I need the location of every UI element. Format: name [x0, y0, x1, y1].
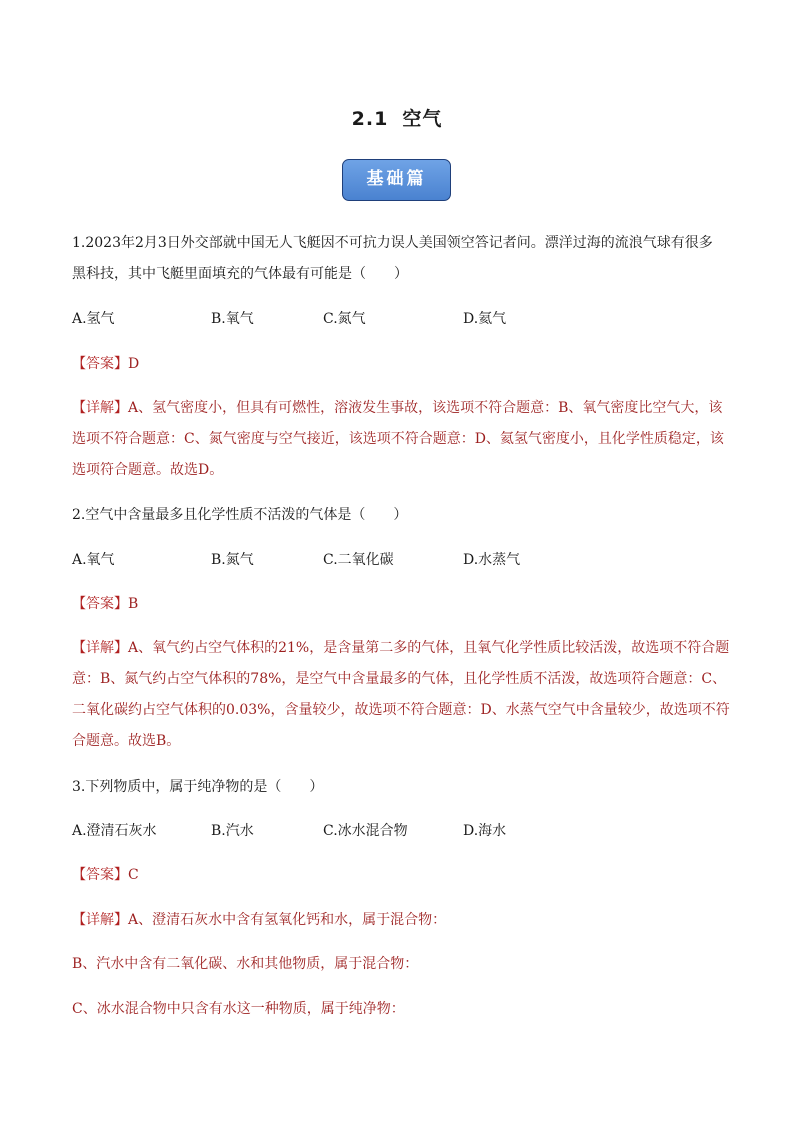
- answer-label: 【答案】: [72, 596, 128, 612]
- q2-stem: 2.空气中含量最多且化学性质不活泼的气体是（ ）: [72, 507, 408, 523]
- q2-detail-line3: 二氧化碳约占空气体积的0.03%，含量较少，故选项不符合题意：D、水蒸气空气中含量较少，故选项不符: [72, 702, 730, 718]
- q3-answer-value: C: [128, 867, 139, 883]
- q2-answer: [72, 594, 138, 614]
- q3-option-a: A.澄清石灰水: [72, 823, 157, 839]
- q1-detail-text1: A、氢气密度小，但具有可燃性，溶液发生事故，该选项不符合题意：B、氧气密度比空气大，该: [128, 400, 723, 416]
- q1-detail-line1: [72, 398, 722, 418]
- q1-option-c: C.氮气: [323, 311, 366, 327]
- q2-option-d: D.水蒸气: [463, 552, 521, 568]
- q2-detail-line4: 合题意。故选B。: [72, 733, 181, 749]
- answer-label: 【答案】: [72, 356, 128, 372]
- q3-stem: 3.下列物质中，属于纯净物的是（ ）: [72, 779, 324, 795]
- page-title: [0, 104, 794, 131]
- q1-detail-line2: 选项不符合题意：C、氮气密度与空气接近，该选项不符合题意：D、氦氢气密度小，且化学性质稳定，该: [72, 431, 724, 447]
- q3-detail-text-a: A、澄清石灰水中含有氢氧化钙和水，属于混合物：: [128, 912, 447, 928]
- q3-option-d: D.海水: [463, 823, 507, 839]
- q1-option-d: D.氦气: [463, 311, 507, 327]
- q3-answer: [72, 865, 139, 885]
- q3-option-c: C.冰水混合物: [323, 823, 408, 839]
- detail-label: 【详解】: [72, 400, 128, 416]
- q2-answer-value: B: [128, 596, 139, 612]
- q2-option-b: B.氮气: [211, 552, 254, 568]
- section-number: 2.1: [351, 108, 389, 130]
- q2-detail-line1: [72, 638, 729, 658]
- q2-option-c: C.二氧化碳: [323, 552, 394, 568]
- section-badge: 基础篇: [342, 159, 451, 201]
- q3-detail-c: C、冰水混合物中只含有水这一种物质，属于纯净物：: [72, 1001, 405, 1017]
- q2-detail-line2: 意：B、氮气约占空气体积的78%，是空气中含量最多的气体，且化学性质不活泼，故选项符合题意：C、: [72, 671, 727, 687]
- q1-option-b: B.氧气: [211, 311, 254, 327]
- q2-detail-text1: A、氧气约占空气体积的21%，是含量第二多的气体，且氧气化学性质比较活泼，故选项不符合题: [128, 640, 730, 656]
- q1-stem-line1: 1.2023年2月3日外交部就中国无人飞艇因不可抗力误人美国领空答记者问。漂洋过海的流浪气球有很多: [72, 235, 713, 251]
- q3-detail-a: [72, 910, 446, 930]
- q2-option-a: A.氧气: [72, 552, 115, 568]
- q3-detail-b: B、汽水中含有二氧化碳、水和其他物质，属于混合物：: [72, 956, 419, 972]
- q1-detail-line3: 选项符合题意。故选D。: [72, 462, 224, 478]
- detail-label: 【详解】: [72, 640, 128, 656]
- q1-option-a: A.氢气: [72, 311, 115, 327]
- section-title: 空气: [402, 108, 443, 130]
- answer-label: 【答案】: [72, 867, 128, 883]
- q1-answer-value: D: [128, 356, 140, 372]
- detail-label: 【详解】: [72, 912, 128, 928]
- q1-stem-line2: 黑科技，其中飞艇里面填充的气体最有可能是（ ）: [72, 266, 408, 282]
- q1-answer: [72, 354, 139, 374]
- q3-option-b: B.汽水: [211, 823, 254, 839]
